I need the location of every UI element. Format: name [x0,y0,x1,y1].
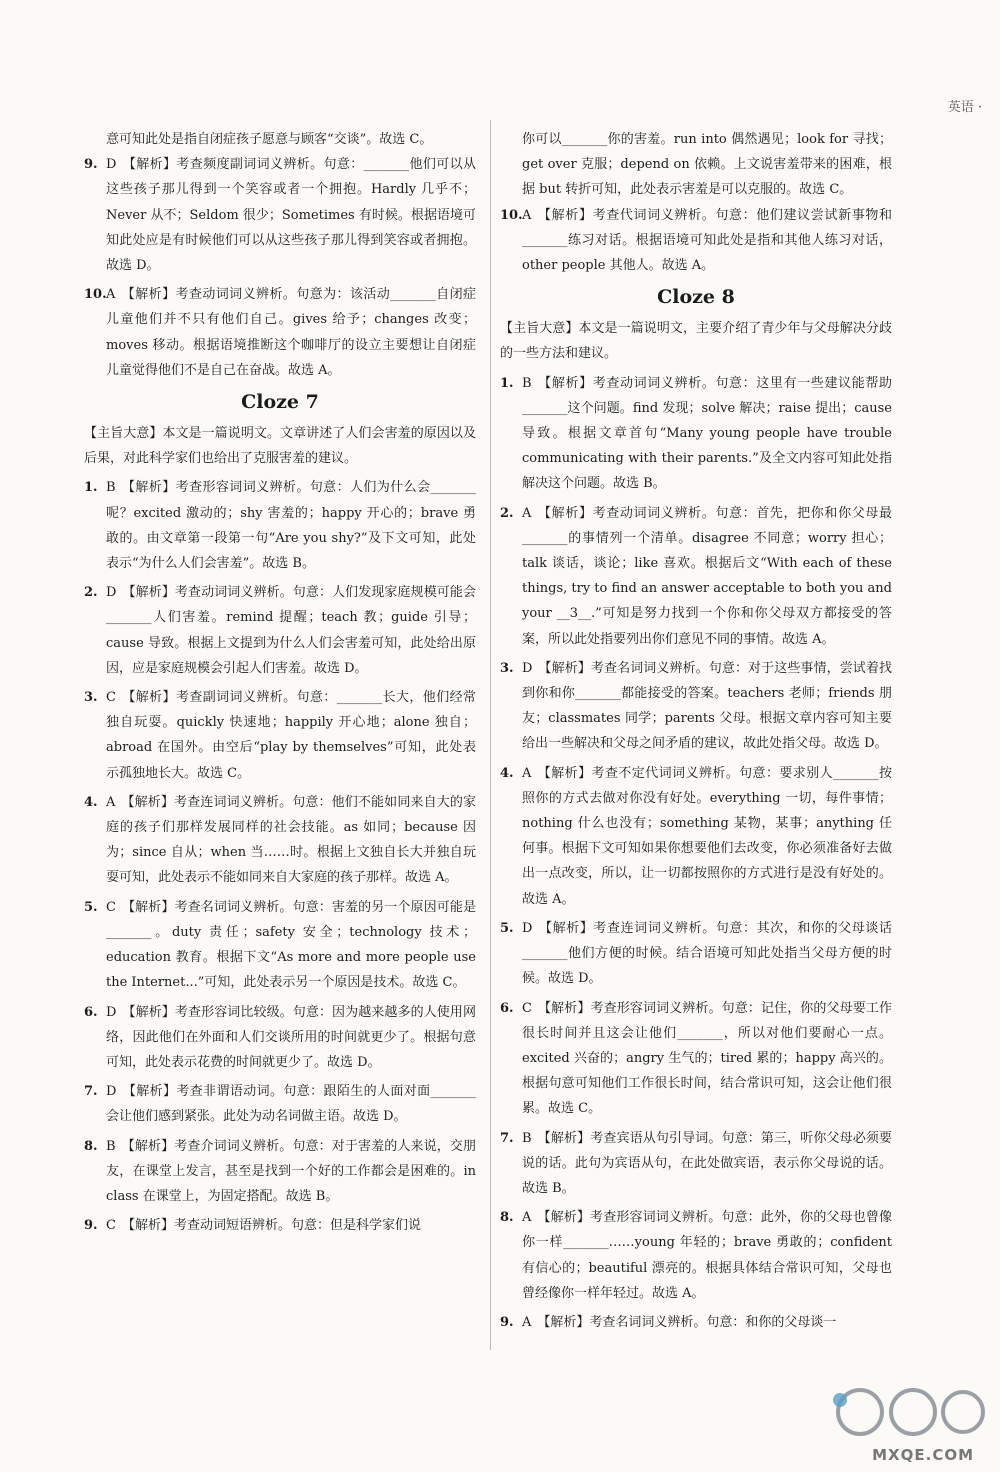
item-number: 9. [500,1314,514,1330]
explanation-text: 【解析】考查非谓语动词。句意：跟陌生的人面对面_______会让他们感到紧张。此处为动名词做主语。故选 D。 [106,1084,476,1125]
right-column [500,127,892,1339]
explanation-text: 【解析】考查形容词词义辨析。句意：人们为什么会_______呢？excited 激动的；shy 害羞的；happy 开心的；brave 勇敢的。由文章第一段第一句“Are you shy?”及下文可知，此处表示“为什么人们会害羞”。故选 B。 [106,480,476,572]
watermark-text: MXQE.COM [872,1446,974,1464]
explanation-text: 【解析】考查连词词义辨析。句意：他们不能如同来自大的家庭的孩子们那样发展同样的社会技能。as 如同；because 因为；since 自从；when 当……时。根据上文独自长大并独自玩耍可知，此处表示不能如同来自大家庭的孩子那样。故选 A。 [106,794,476,886]
item-number: 4. [500,765,514,781]
item-number: 7. [84,1084,98,1100]
answer-letter: B [106,1138,116,1154]
answer-letter: A [106,794,116,810]
item-number: 6. [500,1000,514,1016]
continued-text: 意可知此处是指自闭症孩子愿意与顾客“交谈”。故选 C。 [106,132,433,147]
cloze6-items [84,152,476,383]
answer-letter: A [106,287,116,303]
explanation-text: 【解析】考查动词词义辨析。句意：首先，把你和你父母最_______的事情列一个清单。disagree 不同意；worry 担心；talk 谈话，谈论；like 喜欢。根据后文“With each of these things, try to find an answer acceptable to both you and your __3__.”可知是努力找到一个你和你父母双方都接受的答案，所以此处指要列出你们意见不同的事情。故选 A。 [522,505,892,647]
answer-item [84,580,476,681]
item-number: 3. [84,690,98,706]
answer-item [500,761,892,912]
answer-letter: B [522,375,532,391]
item-number: 10. [84,287,107,303]
answer-item [84,1213,476,1238]
answer-letter: A [522,207,532,223]
answer-item [500,203,892,279]
explanation-text: 【解析】考查不定代词词义辨析。句意：要求别人_______按照你的方式去做对你没有好处。everything 一切，每件事情；nothing 什么也没有；something 某物，某事；anything 任何事。根据下文可知如果你想要他们去改变，你必须准备好去做出一点改变，所以，让一切都按照你的方式进行是没有好处的。故选 A。 [522,765,892,907]
explanation-text: 【解析】考查动词词义辨析。句意为：该活动_______自闭症儿童他们并不只有他们自己。gives 给予；changes 改变；moves 移动。根据语境推断这个咖啡厅的设立主要想让自闭症儿童觉得他们不是自己在奋战。故选 A。 [106,287,476,378]
explanation-text: 【解析】考查动词词义辨析。句意：人们发现家庭规模可能会_______人们害羞。remind 提醒；teach 教；guide 引导；cause 导致。根据上文提到为什么人们会害羞可知，此处给出原因，应是家庭规模会引起人们害羞。故选 D。 [106,585,476,676]
explanation-text: 【解析】考查名词词义辨析。句意：害羞的另一个原因可能是_______。duty 责任；safety 安全；technology 技术；education 教育。根据下文“As more and more people use the Internet...”可知，此处表示另一个原因是技术。故选 C。 [106,899,476,991]
item-number: 3. [500,660,514,676]
cloze8-items [500,371,892,1336]
answer-item [500,371,892,497]
item-number: 6. [84,1004,98,1020]
answer-item [84,152,476,278]
answer-letter: D [522,920,533,936]
continued-text: 你可以_______你的害羞。run into 偶然遇见；look for 寻找；get over 克服；depend on 依赖。上文说害羞带来的困难，根据 but 转折可知，此处表示害羞是可以克服的。故选 C。 [522,132,892,198]
item-number: 2. [84,585,98,601]
explanation-text: 【解析】考查频度副词词义辨析。句意：_______他们可以从这些孩子那儿得到一个笑容或者一个拥抱。Hardly 几乎不；Never 从不；Seldom 很少；Sometimes 有时候。根据语境可知此处应是有时候他们可以从这些孩子那儿得到笑容或者拥抱。故选 D。 [106,157,476,274]
answer-item [84,895,476,996]
answer-item [84,1000,476,1076]
answer-item [84,1079,476,1129]
answer-item [84,475,476,576]
cloze7-items-continued [500,203,892,279]
section-heading-cloze8: Cloze 8 [657,286,735,309]
item-number: 8. [500,1210,514,1226]
left-column [84,127,476,1242]
item-number: 9. [84,1218,98,1234]
answer-item [500,1205,892,1306]
answer-item [84,790,476,891]
answer-letter: B [106,480,116,496]
explanation-text: 【解析】考查代词词义辨析。句意：他们建议尝试新事物和_______练习对话。根据语境可知此处是指和其他人练习对话，other people 其他人。故选 A。 [522,207,892,274]
answer-letter: C [106,690,116,706]
item-number: 5. [500,920,514,936]
section-heading-cloze7: Cloze 7 [241,391,319,414]
item-number: 9. [84,157,98,173]
explanation-text: 【解析】考查形容词词义辨析。句意：此外，你的父母也曾像你一样_______……young 年轻的；brave 勇敢的；confident 有信心的；beautiful 漂亮的。根据具体结合常识可知，父母也曾经像你一样年轻过。故选 A。 [522,1210,892,1301]
item-number: 4. [84,794,98,810]
answer-item [500,656,892,757]
explanation-text: 【解析】考查介词词义辨析。句意：对于害羞的人来说，交朋友，在课堂上发言，甚至是找到一个好的工作都会是困难的。in class 在课堂上，为固定搭配。故选 B。 [106,1138,476,1204]
gist-paragraph: 【主旨大意】本文是一篇说明文，主要介绍了青少年与父母解决分歧的一些方法和建议。 [500,321,892,362]
answer-letter: D [106,1084,117,1100]
item-number: 10. [500,207,523,223]
explanation-text: 【解析】考查名词词义辨析。句意：和你的父母谈一 [537,1314,837,1330]
explanation-text: 【解析】考查连词词义辨析。句意：其次，和你的父母谈话_______他们方便的时候。结合语境可知此处指当父母方便的时候。故选 D。 [522,920,892,987]
answer-item [500,916,892,992]
answer-item [84,685,476,786]
explanation-text: 【解析】考查动词短语辨析。句意：但是科学家们说 [121,1218,421,1234]
answer-letter: D [106,1004,117,1020]
answer-item [500,1310,892,1335]
answer-letter: C [522,1000,532,1016]
item-number: 2. [500,505,514,521]
item-number: 7. [500,1130,514,1146]
answer-item [500,1126,892,1202]
answer-letter: A [522,765,532,781]
explanation-text: 【解析】考查动词词义辨析。句意：这里有一些建议能帮助_______这个问题。find 发现；solve 解决；raise 提出；cause 导致。根据文章首句“Many young people have trouble communicating with their parents.”及全文内容可知此处指解决这个问题。故选 B。 [522,375,892,492]
item-number: 1. [84,480,98,496]
item-number: 5. [84,899,98,915]
cloze7-items [84,475,476,1238]
answer-letter: A [522,1314,532,1330]
answer-letter: A [522,505,532,521]
answer-letter: C [106,899,116,915]
answer-letter: C [106,1218,116,1234]
answer-item [500,996,892,1122]
explanation-text: 【解析】考查形容词比较级。句意：因为越来越多的人使用网络，因此他们在外面和人们交谈所用的时间就更少了。根据句意可知，此处表示花费的时间就更少了。故选 D。 [106,1004,476,1070]
answer-item [500,501,892,652]
page-section-tag: 英语 · [947,100,982,115]
answer-letter: D [106,157,117,173]
answer-item [84,1134,476,1210]
gist-paragraph: 【主旨大意】本文是一篇说明文。文章讲述了人们会害羞的原因以及后果，对此科学家们也给出了克服害羞的建议。 [84,426,476,467]
column-divider [490,120,491,1350]
explanation-text: 【解析】考查宾语从句引导词。句意：第三，听你父母必须要说的话。此句为宾语从句，在此处做宾语，表示你父母说的话。故选 B。 [522,1130,892,1196]
item-number: 8. [84,1138,98,1154]
item-number: 1. [500,375,514,391]
answer-letter: D [522,660,533,676]
answer-letter: D [106,585,117,601]
answer-letter: A [522,1210,532,1226]
answer-item [84,282,476,383]
explanation-text: 【解析】考查形容词词义辨析。句意：记住，你的父母要工作很长时间并且这会让他们_______，所以对他们要耐心一点。excited 兴奋的；angry 生气的；tired 累的；happy 高兴的。根据句意可知他们工作很长时间，结合常识可知，这会让他们很累。故选 C。 [522,1000,892,1117]
explanation-text: 【解析】考查副词词义辨析。句意：_______长大，他们经常独自玩耍。quickly 快速地；happily 开心地；alone 独自；abroad 在国外。由空后“play by themselves”可知，此处表示孤独地长大。故选 C。 [106,690,476,781]
answer-letter: B [522,1130,532,1146]
explanation-text: 【解析】考查名词词义辨析。句意：对于这些事情，尝试着找到你和你_______都能接受的答案。teachers 老师；friends 朋友；classmates 同学；parents 父母。根据文章内容可知主要给出一些解决和父母之间矛盾的建议，故此处指父母。故选 D。 [522,660,892,752]
